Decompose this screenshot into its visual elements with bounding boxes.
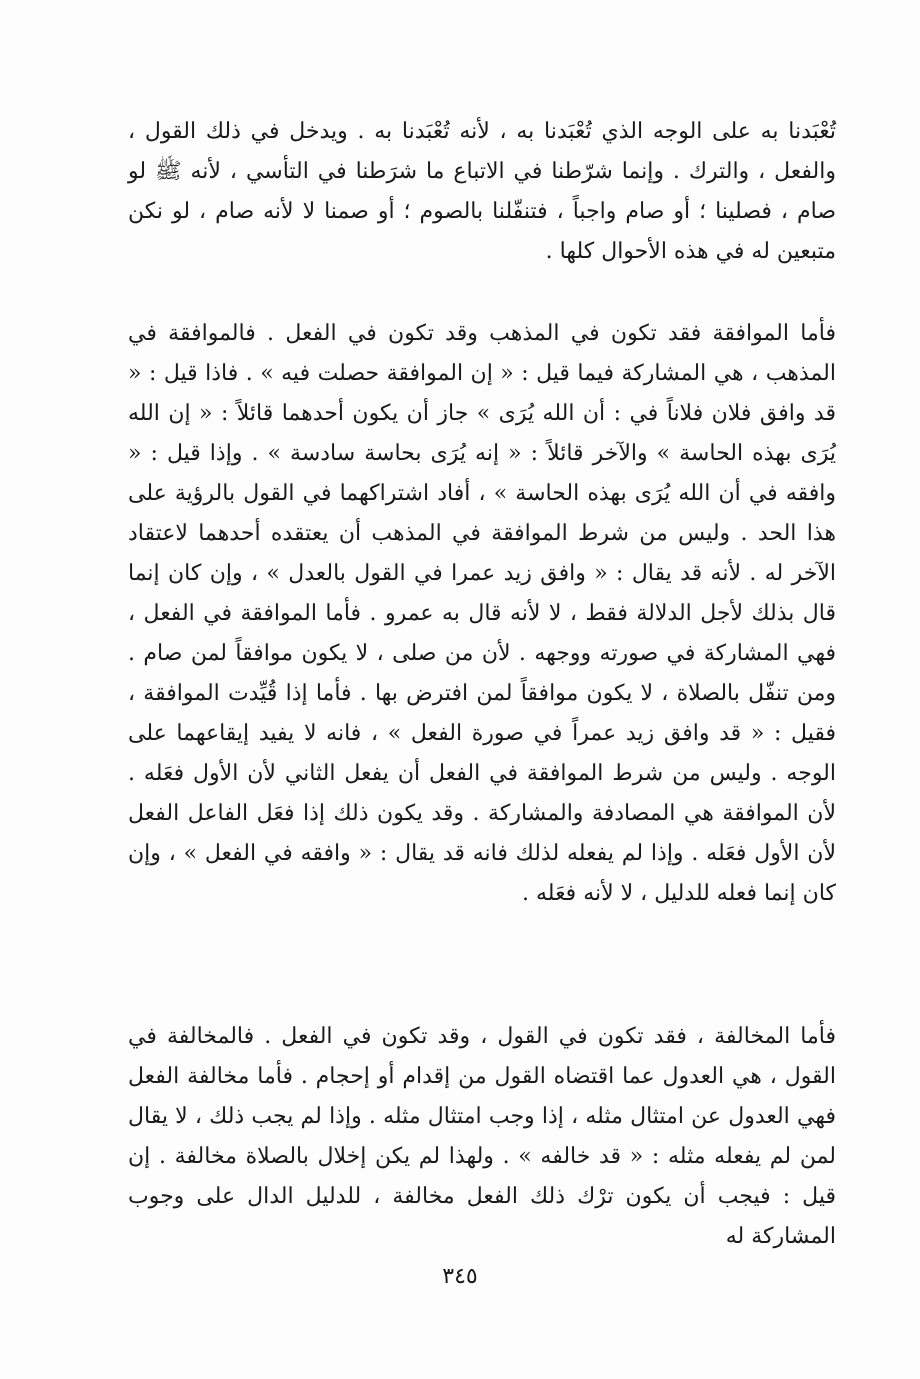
paragraph-2 [128, 314, 836, 914]
paragraph-text: فأما الموافقة فقد تكون في المذهب وقد تكون في الفعل . فالموافقة في المذهب ، هي المشاركة فيما قيل : « إن الموافقة حصلت فيه » . فاذا قيل : « قد وافق فلان فلاناً في : أن الله يُرَى » جاز أن يكون أحدهما قائلاً : « إن الله يُرَى بهذه الحاسة » والآخر قائلاً : « إنه يُرَى بحاسة سادسة » . وإذا قيل : « وافقه في أن الله يُرَى بهذه الحاسة » ، أفاد اشتراكهما في القول بالرؤية على هذا الحد . وليس من شرط الموافقة في المذهب أن يعتقده أحدهما لاعتقاد الآخر له . لأنه قد يقال : « وافق زيد عمرا في القول بالعدل » ، وإن كان إنما قال بذلك لأجل الدلالة فقط ، لا لأنه قال به عمرو . فأما الموافقة في الفعل ، فهي المشاركة في صورته ووجهه . لأن من صلى ، لا يكون موافقاً لمن صام . ومن تنفّل بالصلاة ، لا يكون موافقاً لمن افترض بها . فأما إذا قُيِّدت الموافقة ، فقيل : « قد وافق زيد عمراً في صورة الفعل » ، فانه لا يفيد إيقاعهما على الوجه . وليس من شرط الموافقة في الفعل أن يفعل الثاني لأن الأول فعَله . لأن الموافقة هي المصادفة والمشاركة . وقد يكون ذلك إذا فعَل الفاعل الفعل لأن الأول فعَله . وإذا لم يفعله لذلك فانه قد يقال : « وافقه في الفعل » ، وإن كان إنما فعله للدليل ، لا لأنه فعَله . [128, 321, 836, 906]
paragraph-1 [128, 112, 836, 272]
paragraph-3 [128, 1017, 836, 1257]
paragraph-text: فأما المخالفة ، فقد تكون في القول ، وقد تكون في الفعل . فالمخالفة في القول ، هي العدول عما اقتضاه القول من إقدام أو إحجام . فأما مخالفة الفعل فهي العدول عن امتثال مثله ، إذا وجب امتثال مثله . وإذا لم يجب ذلك ، لا يقال لمن لم يفعله مثله : « قد خالفه » . ولهذا لم يكن إخلال بالصلاة مخالفة . إن قيل : فيجب أن يكون ترْك ذلك الفعل مخالفة ، للدليل الدال على وجوب المشاركة له [128, 1024, 836, 1249]
page-number: ٣٤٥ [442, 1264, 478, 1289]
paragraph-text: تُعْبَدنا به على الوجه الذي تُعْبَدنا به ، لأنه تُعْبَدنا به . ويدخل في ذلك القول ، والفعل ، والترك . وإنما شرّطنا في الاتباع ما شرَطنا في التأسي ، لأنه ﷺ لو صام ، فصلينا ؛ أو صام واجباً ، فتنفّلنا بالصوم ؛ أو صمنا لا لأنه صام ، لو نكن متبعين له في هذه الأحوال كلها . [128, 119, 836, 264]
